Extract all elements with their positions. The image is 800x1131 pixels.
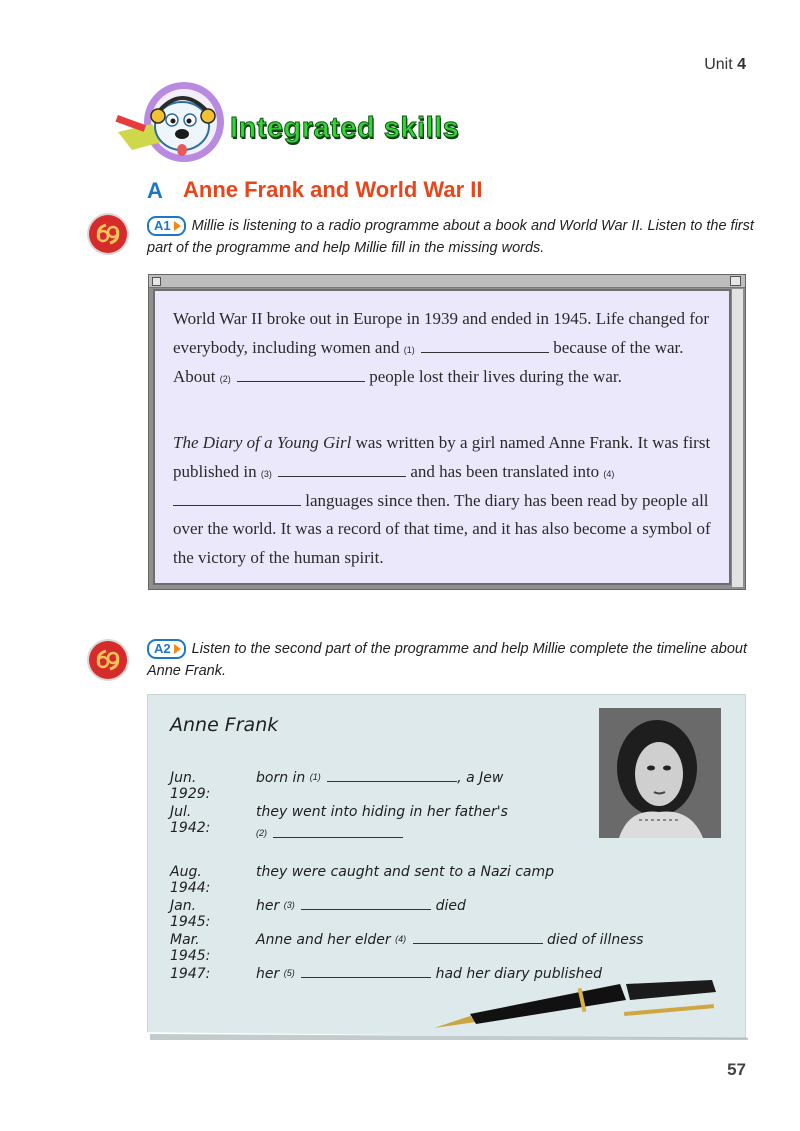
blank-2[interactable]	[237, 367, 365, 382]
timeline-blank-2[interactable]	[273, 826, 403, 838]
passage-paragraph-2: The Diary of a Young Girl was written by a girl named Anne Frank. It was first published in $^{(3)}$ and has been translated into $^{(4)}$ languages since then. The diary has been read by people all over the world. It was a record of that time, and it has also become a symbol of the victory of the human spirit.	[173, 433, 711, 568]
passage-window	[148, 274, 746, 590]
section-heading: Anne Frank and World War II	[183, 177, 483, 202]
mascot-logo-icon	[112, 80, 230, 164]
section-letter: A	[147, 178, 163, 203]
a1-badge: A1	[147, 216, 186, 236]
a2-instruction: A2 Listen to the second part of the programme and help Millie complete the timeline about Anne Frank.	[147, 641, 747, 679]
blank-3[interactable]	[278, 462, 406, 477]
page-number: 57	[727, 1060, 746, 1079]
passage-content	[153, 289, 731, 585]
timeline-title: Anne Frank	[170, 714, 279, 736]
anne-frank-photo	[599, 708, 721, 838]
page-title: Integrated skills	[230, 112, 460, 144]
timeline-blank-5[interactable]	[301, 966, 431, 978]
timeline-blank-3[interactable]	[301, 898, 431, 910]
blank-1[interactable]	[421, 338, 549, 353]
audio-cd-icon[interactable]	[86, 638, 130, 682]
a2-badge: A2	[147, 639, 186, 659]
window-scrollbar[interactable]	[731, 289, 743, 587]
blank-4[interactable]	[173, 491, 301, 506]
passage-paragraph-1: World War II broke out in Europe in 1939 and ended in 1945. Life changed for everybody, including women and $^{(1)}$ because of the war. About $^{(2)}$ people lost their lives during the war.	[173, 309, 710, 386]
audio-cd-icon[interactable]	[86, 212, 130, 256]
window-close-icon[interactable]	[152, 277, 161, 286]
unit-label: Unit 4	[704, 56, 746, 73]
window-title-bar	[149, 275, 745, 288]
timeline-blank-1[interactable]	[327, 770, 457, 782]
fountain-pen-icon	[430, 978, 720, 1034]
play-icon	[174, 644, 181, 654]
window-zoom-icon[interactable]	[730, 276, 741, 286]
timeline-blank-4[interactable]	[413, 932, 543, 944]
play-icon	[174, 221, 181, 231]
a1-instruction: A1 Millie is listening to a radio programme about a book and World War II. Listen to the first part of the programme and help Millie fill in the missing words.	[147, 218, 754, 256]
